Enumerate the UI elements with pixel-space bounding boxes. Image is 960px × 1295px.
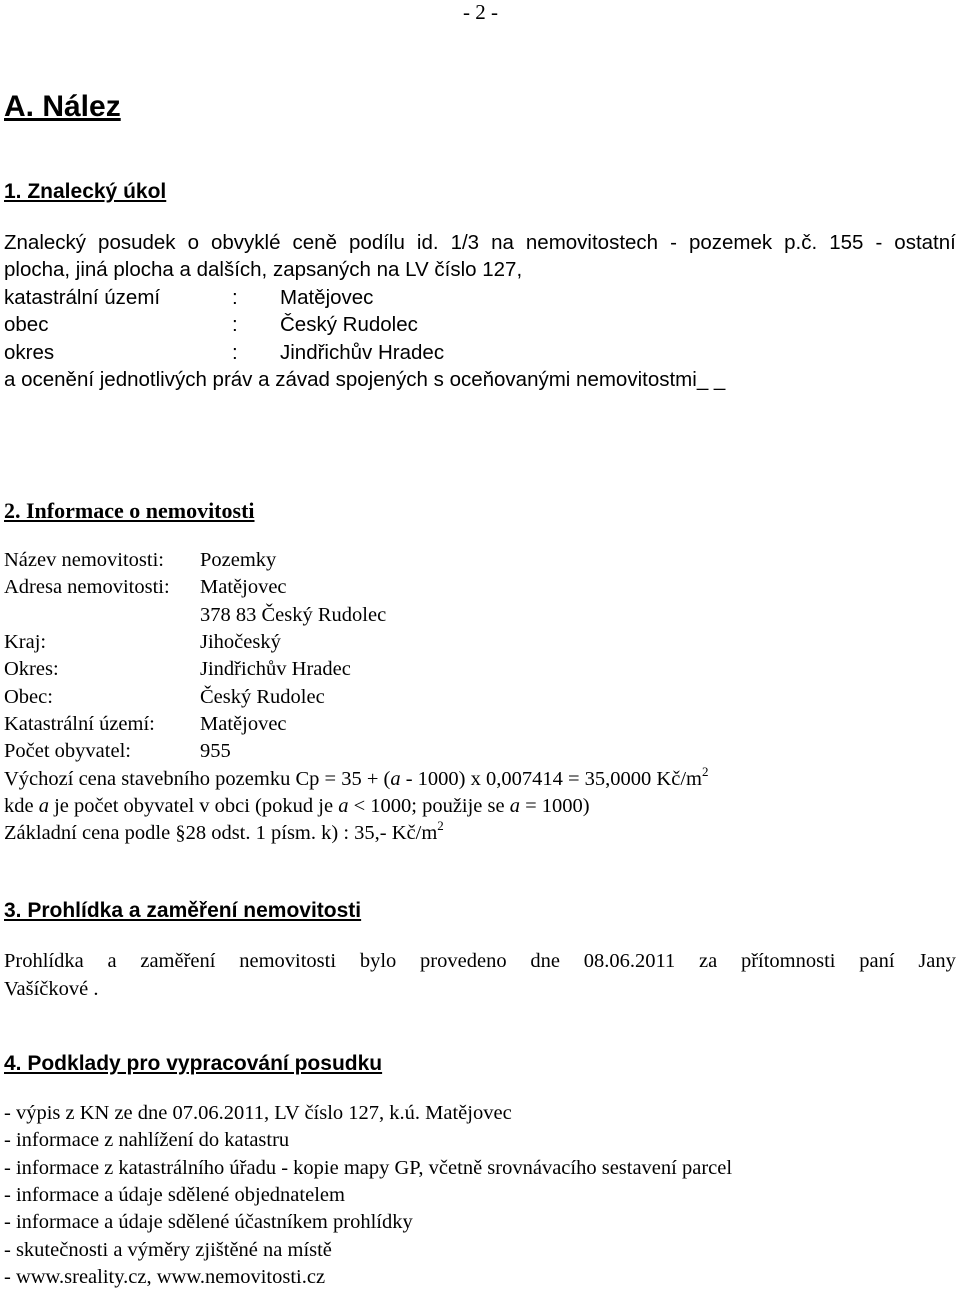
detail-row	[4, 341, 444, 365]
inspection-word: bylo	[359, 950, 397, 972]
formula-line	[4, 764, 709, 791]
section-heading-3: 3. Prohlídka a zaměření nemovitosti	[4, 899, 362, 922]
intro-word: pozemek	[688, 231, 773, 254]
intro-word: 1/3	[450, 231, 480, 254]
info-row	[4, 604, 386, 627]
info-row	[4, 686, 325, 709]
intro-word: na	[491, 231, 514, 254]
inspection-word: přítomnosti	[740, 950, 836, 972]
intro-word: podílu	[349, 231, 405, 254]
inspection-word: dne	[530, 950, 560, 972]
detail-label: katastrální území	[4, 286, 161, 309]
section-heading-4: 4. Podklady pro vypracování posudku	[4, 1052, 383, 1075]
info-value: Jindřichův Hradec	[200, 658, 351, 680]
detail-separator: :	[232, 313, 238, 336]
note-text: < 1000; použije se	[348, 795, 510, 817]
intro-line-1	[4, 231, 956, 255]
info-row	[4, 576, 287, 599]
info-label: Katastrální území:	[4, 713, 155, 735]
detail-label: obec	[4, 313, 49, 336]
superscript: 2	[701, 764, 709, 779]
info-label: Obec:	[4, 686, 53, 708]
detail-label: okres	[4, 341, 55, 364]
info-row	[4, 740, 231, 763]
inspection-word: 08.06.2011	[583, 950, 676, 972]
info-label: Okres:	[4, 658, 59, 680]
note-variable: a	[38, 795, 49, 817]
formula-variable: a	[390, 768, 401, 790]
intro-word: id.	[416, 231, 439, 254]
inspection-word: Jany	[918, 950, 956, 972]
inspection-word: za	[698, 950, 718, 972]
note-text: = 1000)	[520, 795, 590, 817]
info-row	[4, 658, 351, 681]
source-item: - informace a údaje sdělené objednatelem	[4, 1184, 345, 1206]
source-item: - informace a údaje sdělené účastníkem prohlídky	[4, 1211, 413, 1233]
section-heading-2: 2. Informace o nemovitosti	[4, 498, 255, 523]
page-number: - 2 -	[463, 0, 498, 24]
formula-text: - 1000) x 0,007414 = 35,0000 Kč/m	[400, 768, 702, 790]
info-value: Pozemky	[200, 549, 277, 571]
page-title: A. Nález	[4, 90, 121, 123]
intro-word: -	[670, 231, 677, 254]
source-item: - skutečnosti a výměry zjištěné na místě	[4, 1239, 332, 1261]
intro-word: 155	[829, 231, 864, 254]
note-variable: a	[338, 795, 349, 817]
info-value: Matějovec	[200, 713, 287, 735]
detail-separator: :	[232, 341, 238, 364]
formula-text: Výchozí cena stavebního pozemku Cp = 35 + (	[4, 768, 391, 790]
detail-value: Matějovec	[280, 286, 374, 309]
info-value: Český Rudolec	[200, 686, 325, 708]
intro-word: Znalecký	[4, 231, 87, 254]
detail-value: Jindřichův Hradec	[280, 341, 445, 364]
info-label: Kraj:	[4, 631, 47, 653]
note-text: je počet obyvatel v obci (pokud je	[48, 795, 339, 817]
inspection-line-1	[4, 950, 956, 973]
note-variable: a	[509, 795, 520, 817]
intro-line-2: plocha, jiná plocha a dalších, zapsaných na LV číslo 127,	[4, 258, 523, 281]
formula-note	[4, 795, 590, 818]
info-label: Název nemovitosti:	[4, 549, 164, 571]
info-row	[4, 713, 287, 736]
intro-word: obvyklé	[211, 231, 281, 254]
intro-word: ostatní	[894, 231, 956, 254]
detail-row	[4, 313, 418, 337]
base-price-text: Základní cena podle §28 odst. 1 písm. k) : 35,- Kč/m	[4, 822, 438, 844]
intro-word: nemovitostech	[525, 231, 659, 254]
info-value: Jihočeský	[200, 631, 281, 653]
inspection-word: zaměření	[140, 950, 216, 972]
source-item: - www.sreality.cz, www.nemovitosti.cz	[4, 1266, 326, 1288]
intro-word: o	[187, 231, 199, 254]
note-text: kde	[4, 795, 39, 817]
inspection-word: paní	[859, 950, 895, 972]
inspection-word: nemovitosti	[239, 950, 337, 972]
intro-word: posudek	[98, 231, 176, 254]
info-value: 955	[200, 740, 231, 762]
intro-word: -	[875, 231, 883, 254]
source-item: - informace z katastrálního úřadu - kopie mapy GP, včetně srovnávacího sestavení parcel	[4, 1157, 733, 1179]
info-row	[4, 631, 281, 654]
info-value: Matějovec	[200, 576, 287, 598]
intro-closing: a ocenění jednotlivých práv a závad spojených s oceňovanými nemovitostmi_ _	[4, 368, 726, 391]
intro-word: p.č.	[784, 231, 818, 254]
detail-value: Český Rudolec	[280, 313, 418, 336]
info-value: 378 83 Český Rudolec	[200, 604, 387, 626]
detail-separator: :	[232, 286, 238, 309]
inspection-word: Prohlídka	[4, 950, 84, 972]
inspection-word: a	[107, 950, 117, 972]
source-item: - výpis z KN ze dne 07.06.2011, LV číslo 127, k.ú. Matějovec	[4, 1102, 512, 1124]
source-item: - informace z nahlížení do katastru	[4, 1129, 290, 1151]
info-label: Počet obyvatel:	[4, 740, 131, 762]
intro-word: ceně	[292, 231, 337, 254]
detail-row	[4, 286, 373, 310]
inspection-line-2: Vašíčkové .	[4, 978, 99, 1000]
inspection-word: provedeno	[420, 950, 507, 972]
section-heading-1: 1. Znalecký úkol	[4, 180, 167, 203]
superscript: 2	[437, 818, 444, 833]
base-price-line	[4, 818, 444, 845]
info-label: Adresa nemovitosti:	[4, 576, 170, 598]
info-row	[4, 549, 276, 572]
